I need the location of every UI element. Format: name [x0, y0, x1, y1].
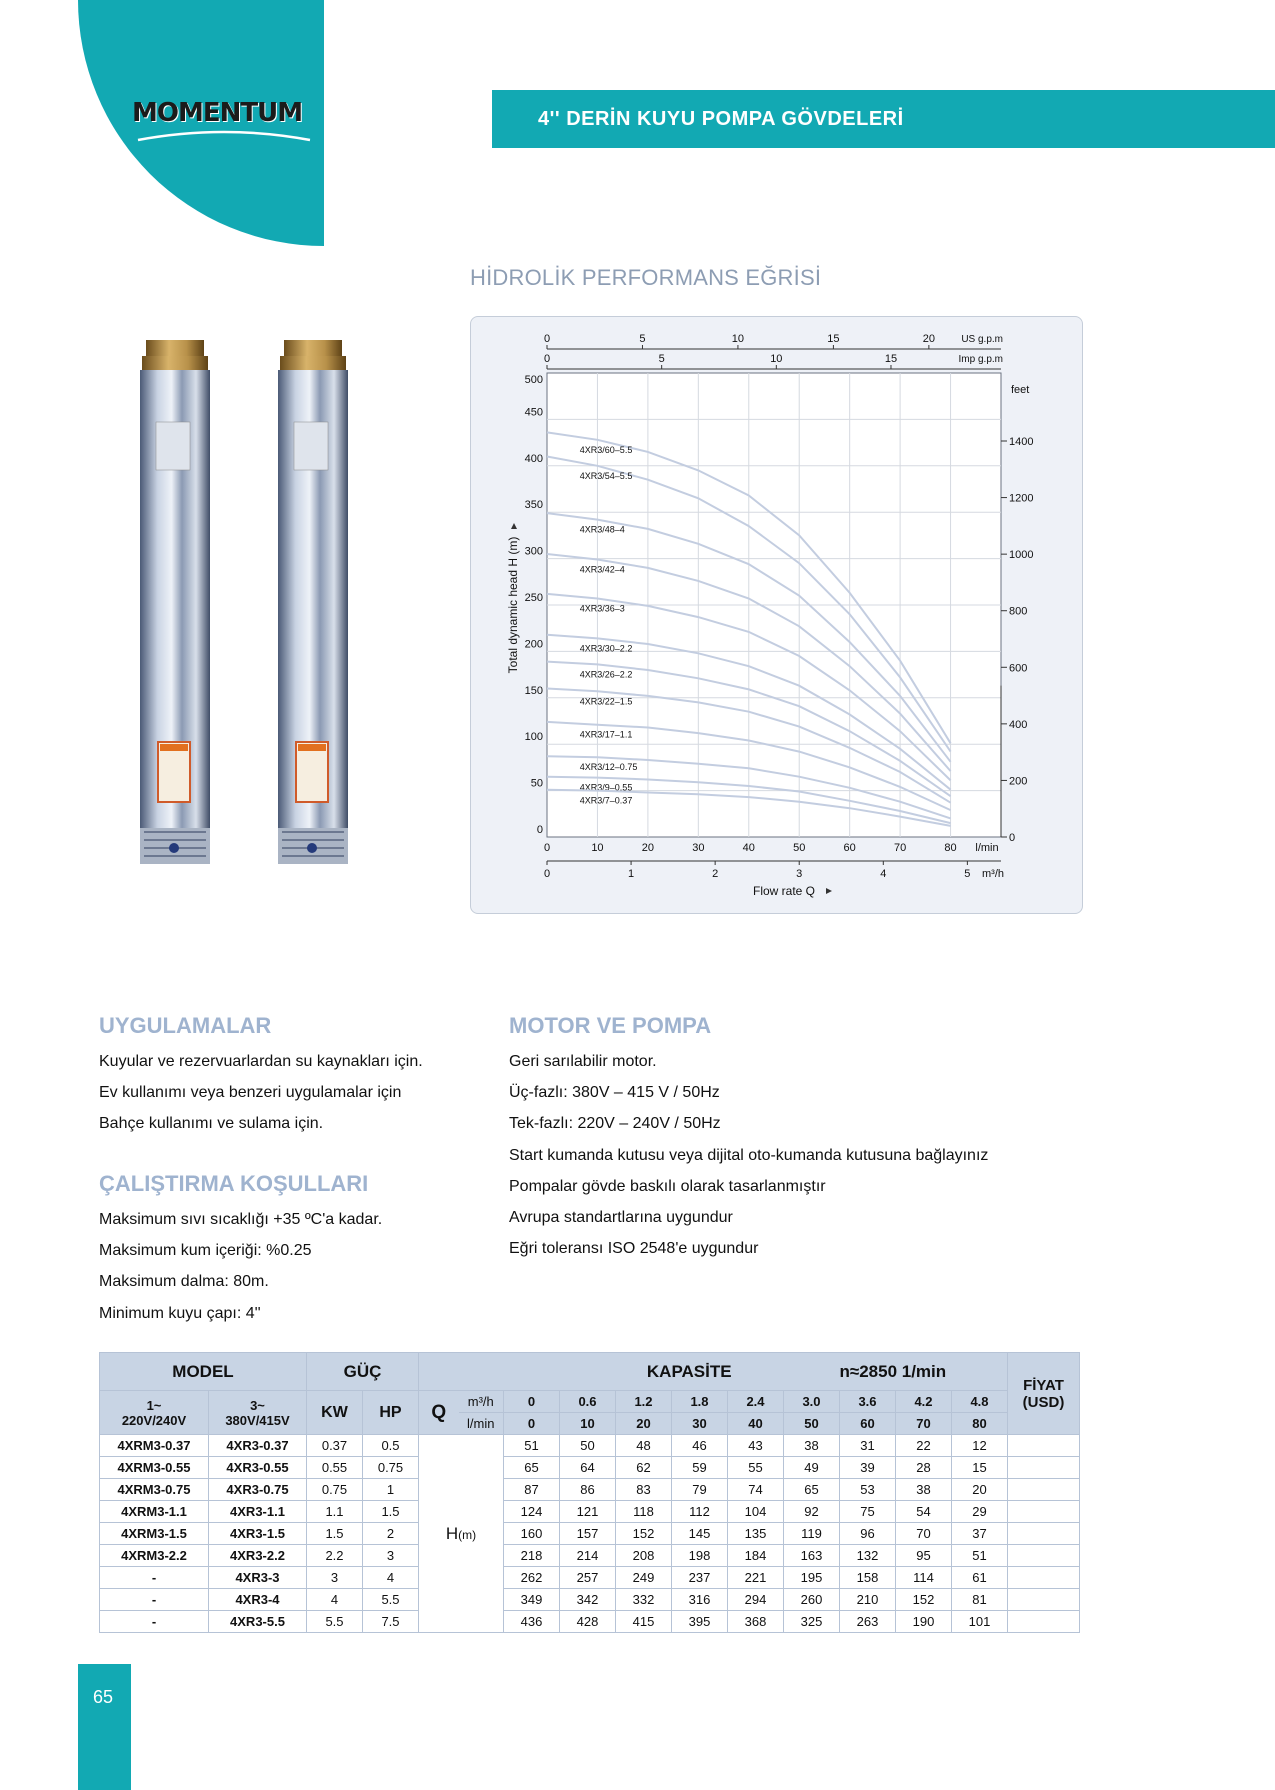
page-number: 65	[93, 1687, 114, 1707]
hp-cell: 0.75	[363, 1457, 419, 1479]
curve-label: 4XR3/7–0.37	[579, 795, 633, 806]
model-three-phase-cell: 4XR3-0.37	[209, 1435, 307, 1457]
hp-header: HP	[363, 1391, 419, 1435]
head-value-cell: 46	[672, 1435, 728, 1457]
hp-cell: 4	[363, 1567, 419, 1589]
price-cell	[1008, 1479, 1080, 1501]
model-single-phase-cell: 4XRM3-0.55	[100, 1457, 209, 1479]
pump-image-left	[136, 336, 214, 866]
flow-m3h-cell: 3.0	[784, 1391, 840, 1413]
x-tick-label: 0	[543, 842, 551, 854]
x-tick-label: 40	[742, 842, 755, 854]
head-value-cell: 157	[560, 1523, 616, 1545]
x-tick-label: 20	[641, 842, 655, 854]
head-value-cell: 124	[504, 1501, 560, 1523]
head-value-cell: 38	[784, 1435, 840, 1457]
curve-label: 4XR3/9–0.55	[579, 782, 633, 793]
motor-line: Geri sarılabilir motor.	[509, 1053, 657, 1070]
y-tick-label: 250	[524, 592, 543, 604]
head-value-cell: 119	[784, 1523, 840, 1545]
head-value-cell: 152	[616, 1523, 672, 1545]
model-single-phase-cell: -	[100, 1589, 209, 1611]
y-axis-label: Total dynamic head H (m)	[506, 536, 520, 674]
head-value-cell: 198	[672, 1545, 728, 1567]
y-tick-label: 350	[524, 499, 543, 512]
head-value-cell: 64	[560, 1457, 616, 1479]
table-row	[100, 1611, 1080, 1633]
kw-cell: 5.5	[307, 1611, 363, 1633]
hp-cell: 1	[363, 1479, 419, 1501]
y-tick-label: 200	[524, 638, 543, 651]
head-value-cell: 342	[560, 1589, 616, 1611]
head-value-cell: 145	[672, 1523, 728, 1545]
kw-cell: 0.55	[307, 1457, 363, 1479]
x-unit-label: l/min	[975, 842, 999, 854]
price-cell	[1008, 1435, 1080, 1457]
flow-m3h-cell: 3.6	[840, 1391, 896, 1413]
y-tick-label: 100	[524, 731, 543, 744]
chart-title: HİDROLİK PERFORMANS EĞRİSİ	[470, 265, 822, 290]
head-value-cell: 81	[952, 1589, 1008, 1611]
kw-cell: 3	[307, 1567, 363, 1589]
price-header	[1008, 1353, 1080, 1435]
flow-lmin-cell: 30	[672, 1413, 728, 1435]
head-value-cell: 87	[504, 1479, 560, 1501]
model-single-phase-cell: 4XRM3-2.2	[100, 1545, 209, 1567]
conditions-line: Maksimum sıvı sıcaklığı +35 ºC'a kadar.	[99, 1211, 383, 1228]
feet-unit-label: feet	[1011, 384, 1030, 396]
flow-m3h-cell: 2.4	[728, 1391, 784, 1413]
three-phase-label: 3~	[250, 1397, 265, 1413]
motor-line: Start kumanda kutusu veya dijital oto-kumanda kutusuna bağlayınız	[509, 1147, 989, 1164]
feet-tick-label: 600	[1009, 662, 1028, 675]
y-tick-label: 500	[524, 374, 543, 386]
hp-cell: 0.5	[363, 1435, 419, 1457]
head-value-cell: 262	[504, 1567, 560, 1589]
head-value-cell: 51	[952, 1545, 1008, 1567]
head-value-cell: 249	[616, 1567, 672, 1589]
head-value-cell: 368	[728, 1611, 784, 1633]
m3h-tick-label: 3	[796, 868, 803, 880]
head-value-cell: 349	[504, 1589, 560, 1611]
price-label: FİYAT	[1023, 1376, 1064, 1394]
applications-line: Bahçe kullanımı ve sulama için.	[99, 1115, 324, 1132]
price-cell	[1008, 1501, 1080, 1523]
price-cell	[1008, 1567, 1080, 1589]
curve-label: 4XR3/48–4	[579, 524, 625, 535]
page-title-bar	[492, 90, 1275, 148]
price-unit: (USD)	[1022, 1393, 1065, 1411]
model-three-phase-cell: 4XR3-0.75	[209, 1479, 307, 1501]
model-single-phase-cell: -	[100, 1611, 209, 1633]
kw-cell: 1.5	[307, 1523, 363, 1545]
three-phase-voltage: 380V/415V	[225, 1412, 290, 1428]
us-gpm-tick-label: 20	[922, 333, 935, 345]
flow-m3h-cell: 0.6	[560, 1391, 616, 1413]
head-value-cell: 195	[784, 1567, 840, 1589]
us-gpm-tick-label: 10	[731, 333, 745, 345]
head-value-cell: 62	[616, 1457, 672, 1479]
head-value-cell: 118	[616, 1501, 672, 1523]
price-cell	[1008, 1589, 1080, 1611]
table-row	[100, 1435, 1080, 1457]
kw-cell: 0.75	[307, 1479, 363, 1501]
single-phase-voltage: 220V/240V	[121, 1412, 187, 1428]
curve-label: 4XR3/42–4	[579, 564, 625, 575]
applications-heading: UYGULAMALAR	[99, 1013, 272, 1038]
spec-table	[99, 1352, 1080, 1633]
model-three-phase-cell: 4XR3-1.5	[209, 1523, 307, 1545]
price-cell	[1008, 1523, 1080, 1545]
head-value-cell: 152	[896, 1589, 952, 1611]
head-value-cell: 210	[840, 1589, 896, 1611]
head-value-cell: 43	[728, 1435, 784, 1457]
conditions-line: Maksimum dalma: 80m.	[99, 1273, 269, 1290]
x-tick-label: 50	[793, 842, 806, 854]
head-value-cell: 135	[728, 1523, 784, 1545]
head-value-cell: 61	[952, 1567, 1008, 1589]
logo-swoosh-icon	[136, 128, 312, 142]
head-value-cell: 37	[952, 1523, 1008, 1545]
flow-m3h-cell: 4.8	[952, 1391, 1008, 1413]
head-value-cell: 260	[784, 1589, 840, 1611]
m3h-tick-label: 5	[964, 868, 971, 880]
hp-cell: 5.5	[363, 1589, 419, 1611]
head-value-cell: 316	[672, 1589, 728, 1611]
feet-tick-label: 1200	[1009, 492, 1034, 505]
head-value-cell: 218	[504, 1545, 560, 1567]
flow-m3h-cell: 1.2	[616, 1391, 672, 1413]
table-row	[100, 1457, 1080, 1479]
us-gpm-tick-label: 0	[543, 333, 551, 345]
model-three-phase-cell: 4XR3-5.5	[209, 1611, 307, 1633]
head-value-cell: 12	[952, 1435, 1008, 1457]
feet-tick-label: 1400	[1009, 436, 1034, 449]
flow-lmin-cell: 60	[840, 1413, 896, 1435]
imp-gpm-tick-label: 15	[884, 353, 898, 365]
y-axis-arrow-icon	[511, 523, 517, 529]
head-value-cell: 436	[504, 1611, 560, 1633]
head-value-cell: 160	[504, 1523, 560, 1545]
head-value-cell: 92	[784, 1501, 840, 1523]
feet-tick-label: 200	[1009, 775, 1028, 788]
x-tick-label: 10	[591, 842, 604, 854]
motor-line: Eğri toleransı ISO 2548'e uygundur	[509, 1240, 759, 1257]
hp-cell: 2	[363, 1523, 419, 1545]
y-tick-label: 400	[524, 452, 543, 465]
model-single-phase-cell: 4XRM3-1.5	[100, 1523, 209, 1545]
head-value-cell: 86	[560, 1479, 616, 1501]
head-value-cell: 54	[896, 1501, 952, 1523]
hp-cell: 1.5	[363, 1501, 419, 1523]
head-value-cell: 79	[672, 1479, 728, 1501]
flow-lmin-cell: 0	[504, 1413, 560, 1435]
single-phase-header	[100, 1391, 209, 1435]
page-number-box	[78, 1664, 131, 1790]
curve-label: 4XR3/22–1.5	[579, 696, 633, 707]
head-value-cell: 132	[840, 1545, 896, 1567]
power-header: GÜÇ	[307, 1353, 419, 1391]
model-three-phase-cell: 4XR3-1.1	[209, 1501, 307, 1523]
head-value-cell: 55	[728, 1457, 784, 1479]
head-value-cell: 65	[504, 1457, 560, 1479]
lmin-header: l/min	[459, 1413, 504, 1435]
hp-cell: 7.5	[363, 1611, 419, 1633]
table-row	[100, 1589, 1080, 1611]
flow-m3h-cell: 1.8	[672, 1391, 728, 1413]
flow-lmin-cell: 70	[896, 1413, 952, 1435]
m3h-header: m³/h	[459, 1391, 504, 1413]
us-gpm-unit-label: US g.p.m	[961, 334, 1003, 345]
head-value-cell: 15	[952, 1457, 1008, 1479]
flow-m3h-cell: 4.2	[896, 1391, 952, 1413]
head-value-cell: 70	[896, 1523, 952, 1545]
x-tick-label: 80	[944, 842, 957, 854]
feet-tick-label: 400	[1009, 718, 1028, 731]
head-value-cell: 75	[840, 1501, 896, 1523]
flow-lmin-cell: 40	[728, 1413, 784, 1435]
performance-chart-svg	[471, 317, 1082, 913]
applications-line: Kuyular ve rezervuarlardan su kaynakları için.	[99, 1053, 423, 1070]
head-value-cell: 39	[840, 1457, 896, 1479]
head-value-cell: 83	[616, 1479, 672, 1501]
head-value-cell: 294	[728, 1589, 784, 1611]
table-row	[100, 1523, 1080, 1545]
conditions-line: Maksimum kum içeriği: %0.25	[99, 1242, 312, 1259]
conditions-line: Minimum kuyu çapı: 4''	[99, 1305, 261, 1322]
head-value-cell: 208	[616, 1545, 672, 1567]
head-value-cell: 190	[896, 1611, 952, 1633]
y-tick-label: 300	[524, 545, 543, 558]
imp-gpm-unit-label: Imp g.p.m	[958, 354, 1003, 365]
head-value-cell: 50	[560, 1435, 616, 1457]
m3h-tick-label: 0	[543, 868, 551, 880]
conditions-heading: ÇALIŞTIRMA KOŞULLARI	[99, 1171, 369, 1196]
head-value-cell: 49	[784, 1457, 840, 1479]
model-single-phase-cell: 4XRM3-0.75	[100, 1479, 209, 1501]
motor-heading: MOTOR VE POMPA	[509, 1013, 712, 1038]
price-cell	[1008, 1611, 1080, 1633]
kw-cell: 1.1	[307, 1501, 363, 1523]
curve-label: 4XR3/26–2.2	[579, 669, 633, 680]
y-tick-label: 50	[530, 777, 543, 790]
curve-label: 4XR3/30–2.2	[579, 643, 633, 654]
model-single-phase-cell: -	[100, 1567, 209, 1589]
head-value-cell: 59	[672, 1457, 728, 1479]
kw-header: KW	[307, 1391, 363, 1435]
m3h-tick-label: 4	[880, 868, 887, 880]
head-value-cell: 101	[952, 1611, 1008, 1633]
speed-header: n≈2850 1/min	[840, 1353, 1008, 1391]
y-tick-label: 150	[524, 684, 543, 697]
flow-m3h-cell: 0	[504, 1391, 560, 1413]
curve-label: 4XR3/17–1.1	[579, 729, 633, 740]
curve-label: 4XR3/60–5.5	[579, 444, 633, 455]
head-value-cell: 214	[560, 1545, 616, 1567]
three-phase-header	[209, 1391, 307, 1435]
kw-cell: 4	[307, 1589, 363, 1611]
head-value-cell: 51	[504, 1435, 560, 1457]
table-row	[100, 1545, 1080, 1567]
y-tick-label: 450	[524, 406, 543, 419]
x-axis-arrow-icon	[826, 888, 832, 894]
head-value-cell: 325	[784, 1611, 840, 1633]
flow-lmin-cell: 80	[952, 1413, 1008, 1435]
m3h-unit-label: m³/h	[982, 868, 1004, 880]
head-value-cell: 20	[952, 1479, 1008, 1501]
kw-cell: 0.37	[307, 1435, 363, 1457]
head-value-cell: 163	[784, 1545, 840, 1567]
price-cell	[1008, 1457, 1080, 1479]
head-value-cell: 158	[840, 1567, 896, 1589]
head-value-cell: 29	[952, 1501, 1008, 1523]
hp-cell: 3	[363, 1545, 419, 1567]
motor-line: Tek-fazlı: 220V – 240V / 50Hz	[509, 1115, 721, 1132]
head-label: H	[445, 1523, 459, 1543]
flow-lmin-cell: 10	[560, 1413, 616, 1435]
table-row	[100, 1501, 1080, 1523]
head-value-cell: 114	[896, 1567, 952, 1589]
head-value-cell: 257	[560, 1567, 616, 1589]
model-three-phase-cell: 4XR3-4	[209, 1589, 307, 1611]
model-header: MODEL	[100, 1353, 307, 1391]
head-value-cell: 121	[560, 1501, 616, 1523]
imp-gpm-tick-label: 10	[770, 353, 783, 365]
brand-logo: MOMENTUM	[132, 98, 303, 128]
us-gpm-tick-label: 15	[827, 333, 840, 345]
single-phase-label: 1~	[146, 1397, 162, 1413]
head-value-cell: 415	[616, 1611, 672, 1633]
head-value-cell: 104	[728, 1501, 784, 1523]
head-value-cell: 184	[728, 1545, 784, 1567]
head-value-cell: 28	[896, 1457, 952, 1479]
table-row	[100, 1479, 1080, 1501]
head-value-cell: 38	[896, 1479, 952, 1501]
feet-tick-label: 0	[1009, 832, 1016, 844]
page-title: 4'' DERİN KUYU POMPA GÖVDELERİ	[538, 107, 904, 130]
head-value-cell: 237	[672, 1567, 728, 1589]
motor-line: Avrupa standartlarına uygundur	[509, 1209, 733, 1226]
head-value-cell: 221	[728, 1567, 784, 1589]
head-value-cell: 22	[896, 1435, 952, 1457]
head-label-cell	[419, 1435, 504, 1633]
head-value-cell: 53	[840, 1479, 896, 1501]
head-value-cell: 31	[840, 1435, 896, 1457]
curve-label: 4XR3/54–5.5	[579, 470, 633, 481]
model-three-phase-cell: 4XR3-0.55	[209, 1457, 307, 1479]
pump-image-right	[274, 336, 352, 866]
m3h-tick-label: 1	[628, 868, 635, 880]
kw-cell: 2.2	[307, 1545, 363, 1567]
head-value-cell: 112	[672, 1501, 728, 1523]
head-value-cell: 332	[616, 1589, 672, 1611]
curve-label: 4XR3/12–0.75	[579, 762, 638, 773]
m3h-tick-label: 2	[712, 868, 719, 880]
feet-tick-label: 800	[1009, 605, 1028, 618]
x-axis-label: Flow rate Q	[752, 884, 816, 898]
capacity-header: KAPASİTE	[419, 1353, 840, 1391]
motor-line: Üç-fazlı: 380V – 415 V / 50Hz	[509, 1084, 720, 1101]
performance-chart	[470, 316, 1083, 914]
model-single-phase-cell: 4XRM3-0.37	[100, 1435, 209, 1457]
curve-label: 4XR3/36–3	[579, 603, 625, 614]
us-gpm-tick-label: 5	[639, 333, 646, 345]
head-unit: (m)	[458, 1527, 477, 1542]
model-three-phase-cell: 4XR3-2.2	[209, 1545, 307, 1567]
x-tick-label: 30	[692, 842, 705, 854]
flow-lmin-cell: 50	[784, 1413, 840, 1435]
applications-line: Ev kullanımı veya benzeri uygulamalar için	[99, 1084, 402, 1101]
head-value-cell: 95	[896, 1545, 952, 1567]
table-row	[100, 1567, 1080, 1589]
head-value-cell: 74	[728, 1479, 784, 1501]
imp-gpm-tick-label: 5	[658, 353, 665, 365]
price-cell	[1008, 1545, 1080, 1567]
q-header: Q	[419, 1391, 459, 1435]
x-tick-label: 70	[893, 842, 907, 854]
head-value-cell: 65	[784, 1479, 840, 1501]
head-value-cell: 263	[840, 1611, 896, 1633]
head-value-cell: 96	[840, 1523, 896, 1545]
imp-gpm-tick-label: 0	[543, 353, 551, 365]
flow-lmin-cell: 20	[616, 1413, 672, 1435]
feet-tick-label: 1000	[1009, 549, 1034, 562]
x-tick-label: 60	[843, 842, 856, 854]
head-value-cell: 395	[672, 1611, 728, 1633]
head-value-cell: 428	[560, 1611, 616, 1633]
y-tick-label: 0	[536, 824, 543, 836]
motor-line: Pompalar gövde baskılı olarak tasarlanmıştır	[509, 1178, 826, 1195]
head-value-cell: 48	[616, 1435, 672, 1457]
model-three-phase-cell: 4XR3-3	[209, 1567, 307, 1589]
model-single-phase-cell: 4XRM3-1.1	[100, 1501, 209, 1523]
